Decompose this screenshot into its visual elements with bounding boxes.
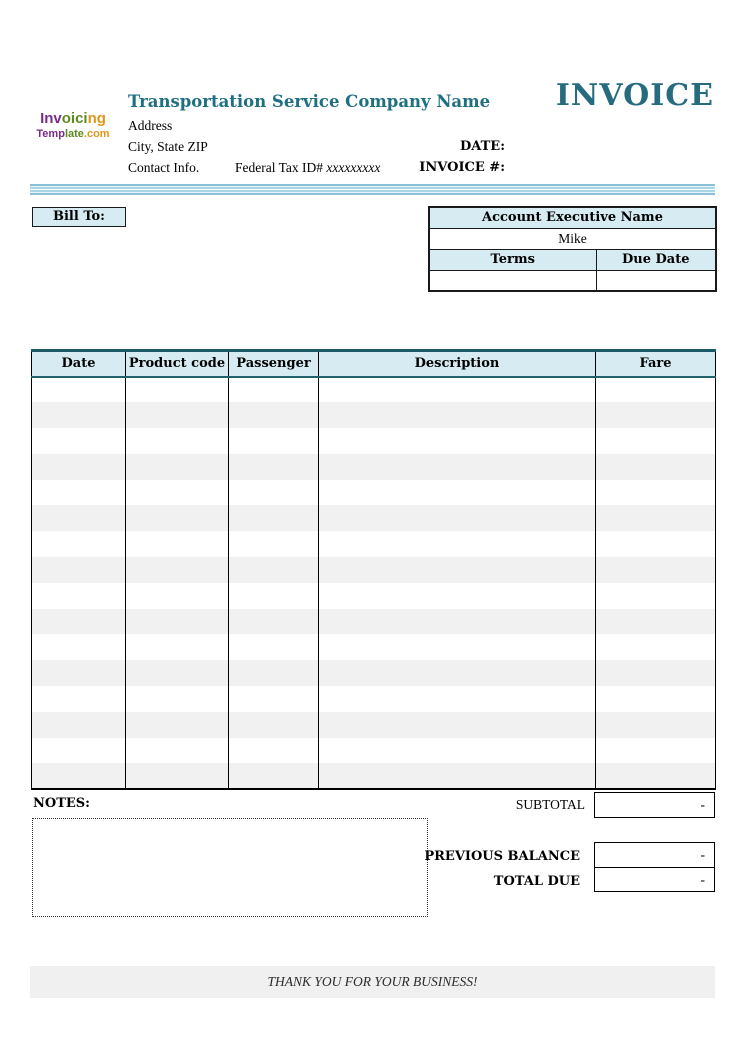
table-row	[32, 738, 716, 764]
table-cell[interactable]	[319, 428, 596, 454]
table-row	[32, 763, 716, 789]
table-cell[interactable]	[32, 428, 126, 454]
invoice-number-value-field[interactable]	[510, 160, 710, 176]
previous-balance-label: PREVIOUS BALANCE	[424, 849, 580, 864]
table-cell[interactable]	[596, 480, 716, 506]
invoice-title: INVOICE	[555, 78, 714, 113]
table-cell[interactable]	[126, 480, 229, 506]
table-cell[interactable]	[32, 505, 126, 531]
table-cell[interactable]	[229, 583, 319, 609]
date-value-field[interactable]	[510, 139, 710, 155]
logo-segment: Temp	[36, 128, 65, 140]
tax-id-label: Federal Tax ID#	[235, 160, 327, 175]
items-table-body	[32, 377, 716, 790]
table-cell[interactable]	[319, 609, 596, 635]
terms-value-cell[interactable]	[429, 270, 596, 291]
table-cell[interactable]	[319, 634, 596, 660]
table-cell[interactable]	[126, 634, 229, 660]
bill-to-box[interactable]: Bill To:	[32, 207, 126, 227]
column-header-passenger: Passenger	[229, 351, 319, 377]
previous-balance-value-cell[interactable]: -	[700, 847, 705, 862]
table-cell[interactable]	[126, 505, 229, 531]
table-cell[interactable]	[596, 505, 716, 531]
table-cell[interactable]	[596, 660, 716, 686]
header-separator-rule	[30, 184, 715, 195]
table-cell[interactable]	[596, 609, 716, 635]
account-executive-header: Account Executive Name	[429, 207, 716, 228]
table-cell[interactable]	[126, 763, 229, 789]
table-cell[interactable]	[126, 454, 229, 480]
table-cell[interactable]	[596, 428, 716, 454]
table-cell[interactable]	[229, 377, 319, 403]
terms-header: Terms	[429, 249, 596, 270]
table-cell[interactable]	[126, 402, 229, 428]
table-row	[32, 505, 716, 531]
tax-id-value: xxxxxxxxx	[326, 160, 381, 175]
table-cell[interactable]	[32, 531, 126, 557]
table-cell[interactable]	[319, 686, 596, 712]
table-cell[interactable]	[229, 428, 319, 454]
table-cell[interactable]	[229, 505, 319, 531]
table-row	[32, 583, 716, 609]
notes-label: NOTES:	[33, 796, 90, 811]
table-cell[interactable]	[32, 583, 126, 609]
table-row	[32, 609, 716, 635]
company-city-state-zip: City, State ZIP	[128, 139, 208, 154]
table-cell[interactable]	[229, 686, 319, 712]
table-row	[32, 402, 716, 428]
table-cell[interactable]	[596, 531, 716, 557]
table-cell[interactable]	[126, 738, 229, 764]
table-cell[interactable]	[229, 557, 319, 583]
table-cell[interactable]	[229, 609, 319, 635]
federal-tax-id	[235, 160, 380, 176]
company-name: Transportation Service Company Name	[128, 92, 491, 111]
items-table	[31, 349, 716, 790]
column-header-fare: Fare	[596, 351, 716, 377]
items-header-row	[32, 351, 716, 377]
table-row	[32, 634, 716, 660]
table-cell[interactable]	[32, 480, 126, 506]
table-cell[interactable]	[126, 428, 229, 454]
column-header-product-code: Product code	[126, 351, 229, 377]
table-cell[interactable]	[229, 531, 319, 557]
totals-box	[594, 842, 715, 892]
column-header-description: Description	[319, 351, 596, 377]
logo-segment: ng	[87, 110, 106, 127]
table-cell[interactable]	[32, 402, 126, 428]
table-cell[interactable]	[32, 686, 126, 712]
table-row	[32, 454, 716, 480]
company-address: Address	[128, 118, 173, 133]
table-cell[interactable]	[319, 583, 596, 609]
column-header-date: Date	[32, 351, 126, 377]
table-cell[interactable]	[319, 377, 596, 403]
table-cell[interactable]	[32, 738, 126, 764]
table-row	[32, 686, 716, 712]
logo-segment: .com	[83, 128, 110, 140]
table-cell[interactable]	[229, 660, 319, 686]
account-executive-table	[428, 206, 717, 292]
table-cell[interactable]	[596, 557, 716, 583]
table-cell[interactable]	[229, 634, 319, 660]
logo-segment: Inv	[40, 110, 62, 127]
table-cell[interactable]	[319, 712, 596, 738]
table-cell[interactable]	[32, 660, 126, 686]
table-cell[interactable]	[126, 531, 229, 557]
table-cell[interactable]	[319, 660, 596, 686]
table-row	[32, 377, 716, 403]
table-cell[interactable]	[596, 686, 716, 712]
table-cell[interactable]	[32, 377, 126, 403]
table-cell[interactable]	[319, 480, 596, 506]
due-date-value-cell[interactable]	[596, 270, 716, 291]
due-date-header: Due Date	[596, 249, 716, 270]
table-cell[interactable]	[32, 634, 126, 660]
table-cell[interactable]	[319, 531, 596, 557]
logo-line1	[30, 110, 116, 128]
logo-segment: oici	[61, 110, 88, 127]
notes-input-box[interactable]	[32, 818, 428, 917]
table-cell[interactable]	[126, 712, 229, 738]
table-cell[interactable]	[229, 454, 319, 480]
table-cell[interactable]	[32, 712, 126, 738]
table-cell[interactable]	[596, 634, 716, 660]
subtotal-value-cell[interactable]: -	[594, 792, 715, 818]
logo-segment: late	[64, 128, 84, 140]
table-row	[32, 660, 716, 686]
total-due-label: TOTAL DUE	[493, 874, 580, 889]
table-cell[interactable]	[229, 712, 319, 738]
table-cell[interactable]	[126, 660, 229, 686]
table-cell[interactable]	[319, 454, 596, 480]
table-cell[interactable]	[596, 402, 716, 428]
table-cell[interactable]	[229, 480, 319, 506]
table-cell[interactable]	[126, 377, 229, 403]
thank-you-message: THANK YOU FOR YOUR BUSINESS!	[267, 974, 478, 989]
table-row	[32, 712, 716, 738]
table-cell[interactable]	[596, 712, 716, 738]
table-cell[interactable]	[126, 686, 229, 712]
total-due-value-cell[interactable]: -	[595, 867, 714, 891]
invoice-number-label: INVOICE #:	[419, 160, 505, 175]
table-cell[interactable]	[32, 609, 126, 635]
table-cell[interactable]	[126, 583, 229, 609]
table-cell[interactable]	[32, 557, 126, 583]
table-row	[32, 480, 716, 506]
table-cell[interactable]	[319, 505, 596, 531]
table-cell[interactable]	[596, 454, 716, 480]
subtotal-label: SUBTOTAL	[515, 797, 585, 812]
table-cell[interactable]	[32, 454, 126, 480]
table-cell[interactable]	[596, 377, 716, 403]
table-cell[interactable]	[596, 763, 716, 789]
logo-line2	[30, 128, 116, 141]
table-cell[interactable]	[319, 402, 596, 428]
account-executive-name-cell[interactable]: Mike	[429, 228, 716, 249]
table-cell[interactable]	[229, 763, 319, 789]
table-row	[32, 531, 716, 557]
table-cell[interactable]	[596, 738, 716, 764]
table-cell[interactable]	[319, 557, 596, 583]
table-cell[interactable]	[319, 738, 596, 764]
table-cell[interactable]	[319, 763, 596, 789]
table-row	[32, 428, 716, 454]
company-contact: Contact Info.	[128, 160, 200, 175]
table-cell[interactable]	[229, 738, 319, 764]
table-cell[interactable]	[32, 763, 126, 789]
footer-bar	[30, 966, 715, 998]
table-row	[32, 557, 716, 583]
site-logo	[30, 110, 116, 141]
table-cell[interactable]	[229, 402, 319, 428]
table-cell[interactable]	[126, 557, 229, 583]
table-cell[interactable]	[596, 583, 716, 609]
date-label: DATE:	[459, 139, 505, 154]
table-cell[interactable]	[126, 609, 229, 635]
